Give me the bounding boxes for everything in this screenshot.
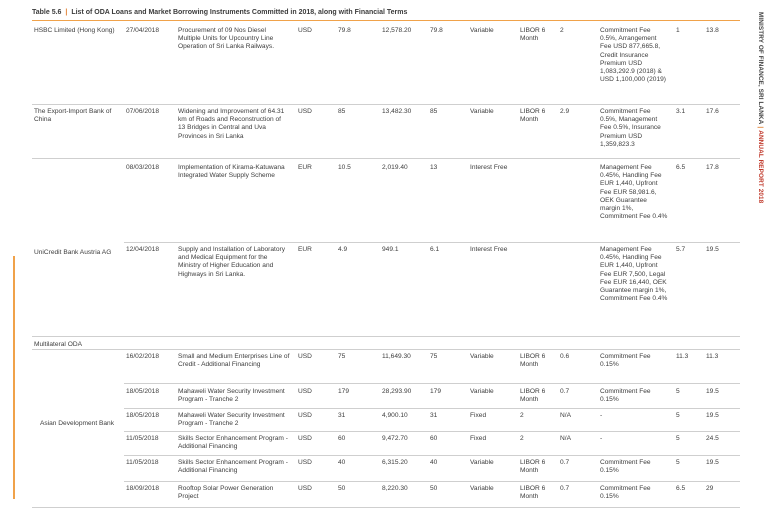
cell-amount: 60 <box>338 435 346 442</box>
cell-date: 16/02/2018 <box>126 353 160 360</box>
cell-fees: Commitment Fee 0.5%, Arrangement Fee USD 877,665.8, Credit Insurance Premium USD 1,083,292.9 (2018) & USD 1,100,000 (2019) <box>600 27 666 84</box>
cell-purpose: Skills Sector Enhancement Program - Additional Financing <box>178 435 288 451</box>
cell-fees: - <box>600 412 603 419</box>
cell-fees: Commitment Fee 0.15% <box>600 353 651 369</box>
cell-rate-type: Variable <box>470 388 494 395</box>
cell-maturity: 29 <box>706 485 714 492</box>
cell-amount: 79.8 <box>338 27 351 34</box>
cell-currency: USD <box>298 412 312 419</box>
cell-rate-type: Interest Free <box>470 164 508 171</box>
cell-usd: 60 <box>430 435 438 442</box>
cell-lkr: 9,472.70 <box>382 435 408 442</box>
title-rule <box>32 20 740 21</box>
table-title <box>32 9 407 16</box>
header-separator: | <box>757 126 764 129</box>
cell-grace: 5 <box>676 435 680 442</box>
cell-usd: 13 <box>430 164 438 171</box>
section-multilateral: Multilateral ODA <box>34 341 83 348</box>
cell-lkr: 11,649.30 <box>382 353 411 360</box>
row-divider <box>32 104 740 105</box>
cell-purpose: Rooftop Solar Power Generation Project <box>178 485 274 501</box>
cell-grace: 11.3 <box>676 353 689 360</box>
running-header <box>752 12 766 242</box>
table-number: Table 5.6 <box>32 9 62 16</box>
cell-currency: USD <box>298 108 312 115</box>
cell-rate-type: Variable <box>470 353 494 360</box>
cell-margin: N/A <box>560 412 571 419</box>
cell-purpose: Mahaweli Water Security Investment Program - Tranche 2 <box>178 412 285 428</box>
lender-adb: Asian Development Bank <box>39 420 115 427</box>
cell-margin: 0.6 <box>560 353 570 360</box>
cell-maturity: 24.5 <box>706 435 719 442</box>
cell-date: 11/05/2018 <box>126 459 159 466</box>
row-divider <box>124 383 740 384</box>
cell-currency: USD <box>298 435 312 442</box>
cell-maturity: 11.3 <box>706 353 719 360</box>
cell-grace: 5.7 <box>676 246 686 253</box>
cell-lkr: 949.1 <box>382 246 399 253</box>
cell-margin: 0.7 <box>560 485 570 492</box>
cell-purpose: Procurement of 09 Nos Diesel Multiple Units for Upcountry Line Operation of Sri Lanka Railways. <box>178 27 275 51</box>
cell-maturity: 19.5 <box>706 459 719 466</box>
cell-rate-type: Interest Free <box>470 246 508 253</box>
cell-rate: LIBOR 6 Month <box>520 388 546 404</box>
cell-rate: LIBOR 6 Month <box>520 108 546 124</box>
cell-usd: 50 <box>430 485 438 492</box>
page-accent-bar <box>13 256 15 499</box>
cell-currency: USD <box>298 27 312 34</box>
cell-usd: 75 <box>430 353 438 360</box>
cell-currency: USD <box>298 485 312 492</box>
cell-usd: 79.8 <box>430 27 443 34</box>
cell-rate-type: Variable <box>470 459 494 466</box>
cell-rate: LIBOR 6 Month <box>520 353 546 369</box>
cell-grace: 1 <box>676 27 680 34</box>
cell-amount: 75 <box>338 353 346 360</box>
cell-lkr: 4,900.10 <box>382 412 408 419</box>
cell-grace: 3.1 <box>676 108 686 115</box>
cell-amount: 4.9 <box>338 246 348 253</box>
row-divider <box>124 431 740 432</box>
cell-lkr: 8,220.30 <box>382 485 408 492</box>
cell-currency: USD <box>298 353 312 360</box>
cell-date: 27/04/2018 <box>126 27 160 34</box>
cell-currency: USD <box>298 388 312 395</box>
cell-maturity: 19.5 <box>706 412 719 419</box>
cell-rate-type: Variable <box>470 108 494 115</box>
cell-date: 12/04/2018 <box>126 246 160 253</box>
cell-rate: 2 <box>520 435 524 442</box>
row-divider <box>32 336 740 337</box>
cell-fees: Commitment Fee 0.15% <box>600 485 651 501</box>
table-caption: List of ODA Loans and Market Borrowing Instruments Committed in 2018, along with Financial Terms <box>71 9 408 16</box>
cell-margin: N/A <box>560 435 571 442</box>
cell-purpose: Implementation of Kirama-Katuwana Integrated Water Supply Scheme <box>178 164 285 180</box>
title-separator: | <box>65 9 68 16</box>
cell-amount: 10.5 <box>338 164 351 171</box>
cell-usd: 179 <box>430 388 442 395</box>
cell-rate-type: Variable <box>470 485 494 492</box>
row-divider <box>124 481 740 482</box>
cell-rate: 2 <box>520 412 524 419</box>
cell-date: 18/05/2018 <box>126 388 160 395</box>
cell-lender: HSBC Limited (Hong Kong) <box>34 27 115 34</box>
cell-purpose: Widening and Improvement of 64.31 km of Roads and Reconstruction of 13 Bridges in Central and Uva Provinces in Sri Lanka <box>178 108 285 140</box>
cell-fees: Management Fee 0.45%, Handling Fee EUR 1,440, Upfront Fee EUR 7,500, Legal Fee EUR 16,440, OEK Guarantee margin 1%, Commitment Fee 0.4% <box>600 246 668 303</box>
cell-margin: 2.9 <box>560 108 570 115</box>
cell-currency: USD <box>298 459 312 466</box>
cell-lender: The Export-Import Bank of China <box>34 108 112 124</box>
cell-margin: 2 <box>560 27 564 34</box>
cell-lkr: 12,578.20 <box>382 27 412 34</box>
cell-grace: 5 <box>676 388 680 395</box>
row-divider <box>124 242 740 243</box>
cell-margin: 0.7 <box>560 388 570 395</box>
cell-date: 18/09/2018 <box>126 485 160 492</box>
cell-fees: - <box>600 435 603 442</box>
cell-fees: Management Fee 0.45%, Handling Fee EUR 1,440, Upfront Fee EUR 58,981.6, OEK Guarantee margin 1%, Commitment Fee 0.4% <box>600 164 668 221</box>
cell-amount: 85 <box>338 108 346 115</box>
cell-lkr: 13,482.30 <box>382 108 412 115</box>
cell-grace: 5 <box>676 412 680 419</box>
row-divider <box>32 158 740 159</box>
cell-amount: 40 <box>338 459 346 466</box>
cell-date: 18/05/2018 <box>126 412 160 419</box>
report-name: ANNUAL REPORT 2018 <box>757 130 764 204</box>
cell-maturity: 13.8 <box>706 27 719 34</box>
cell-rate: LIBOR 6 Month <box>520 485 546 501</box>
cell-rate-type: Fixed <box>470 435 487 442</box>
cell-margin: 0.7 <box>560 459 570 466</box>
cell-currency: EUR <box>298 164 312 171</box>
cell-usd: 85 <box>430 108 438 115</box>
cell-date: 11/05/2018 <box>126 435 159 442</box>
cell-usd: 6.1 <box>430 246 440 253</box>
cell-amount: 179 <box>338 388 350 395</box>
cell-usd: 31 <box>430 412 438 419</box>
cell-purpose: Small and Medium Enterprises Line of Credit - Additional Financing <box>178 353 290 369</box>
cell-grace: 6.5 <box>676 485 686 492</box>
cell-maturity: 17.8 <box>706 164 719 171</box>
cell-currency: EUR <box>298 246 312 253</box>
org-name: MINISTRY OF FINANCE, SRI LANKA <box>757 12 764 125</box>
cell-maturity: 19.5 <box>706 388 719 395</box>
cell-fees: Commitment Fee 0.5%, Management Fee 0.5%, Insurance Premium USD 1,359,823.3 <box>600 108 661 148</box>
cell-maturity: 17.6 <box>706 108 719 115</box>
cell-purpose: Mahaweli Water Security Investment Program - Tranche 2 <box>178 388 285 404</box>
cell-rate-type: Variable <box>470 27 494 34</box>
cell-rate: LIBOR 6 Month <box>520 459 546 475</box>
cell-grace: 6.5 <box>676 164 686 171</box>
cell-rate: LIBOR 6 Month <box>520 27 546 43</box>
cell-fees: Commitment Fee 0.15% <box>600 459 651 475</box>
cell-purpose: Skills Sector Enhancement Program -Additional Financing <box>178 459 288 475</box>
row-divider <box>32 507 740 508</box>
cell-date: 08/03/2018 <box>126 164 160 171</box>
lender-unicredit: UniCredit Bank Austria AG <box>34 249 112 256</box>
cell-maturity: 19.5 <box>706 246 719 253</box>
cell-date: 07/06/2018 <box>126 108 160 115</box>
cell-amount: 31 <box>338 412 346 419</box>
cell-rate-type: Fixed <box>470 412 487 419</box>
cell-purpose: Supply and Installation of Laboratory and Medical Equipment for the Ministry of Higher Education and Highways in Sri Lanka. <box>178 246 286 278</box>
row-divider <box>32 349 740 350</box>
cell-lkr: 6,315.20 <box>382 459 408 466</box>
row-divider <box>124 408 740 409</box>
cell-grace: 5 <box>676 459 680 466</box>
row-divider <box>124 455 740 456</box>
cell-fees: Commitment Fee 0.15% <box>600 388 651 404</box>
cell-lkr: 28,293.90 <box>382 388 412 395</box>
cell-lkr: 2,019.40 <box>382 164 408 171</box>
cell-amount: 50 <box>338 485 346 492</box>
cell-usd: 40 <box>430 459 438 466</box>
